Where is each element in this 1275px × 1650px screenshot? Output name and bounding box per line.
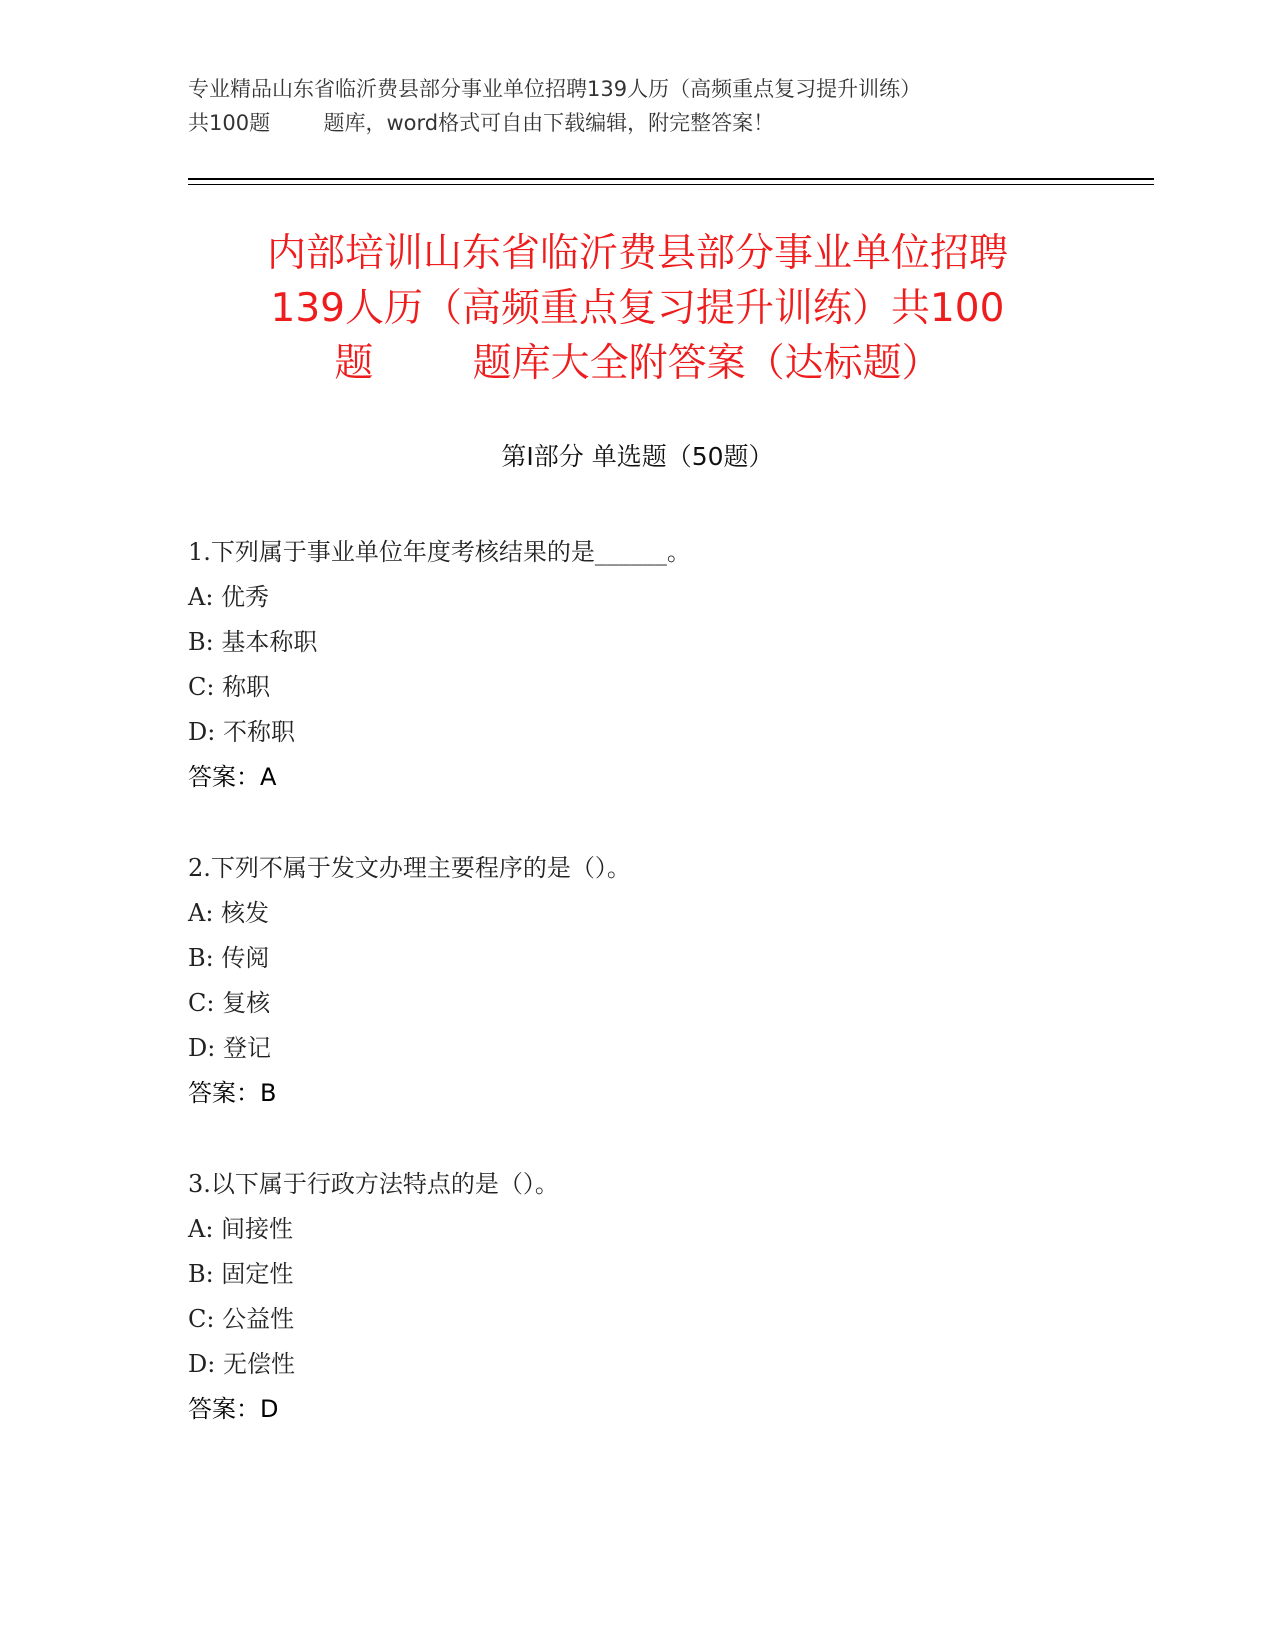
option-b: B: 固定性 [188,1260,294,1288]
question-item [188,530,1148,800]
document-title [160,226,1115,391]
section-title: 第Ⅰ部分 单选题（50题） [501,442,774,471]
title-line: 题 题库大全附答案（达标题） [334,341,941,386]
question-spacer [188,1116,1148,1162]
option-a: A: 核发 [188,899,270,927]
option-d: D: 无偿性 [188,1350,295,1378]
question-spacer [188,800,1148,846]
answer-line: 答案：D [188,1395,279,1423]
question-stem: 1.下列属于事业单位年度考核结果的是______。 [188,538,691,566]
question-list [188,530,1148,1432]
option-b: B: 传阅 [188,944,270,972]
option-a: A: 间接性 [188,1215,294,1243]
option-b: B: 基本称职 [188,628,318,656]
question-item [188,846,1148,1116]
answer-line: 答案：B [188,1079,277,1107]
option-a: A: 优秀 [188,583,270,611]
answer-line: 答案：A [188,763,277,791]
header-line: 专业精品山东省临沂费县部分事业单位招聘139人历（高频重点复习提升训练） [188,77,922,101]
question-item [188,1162,1148,1432]
question-stem: 3.以下属于行政方法特点的是（）。 [188,1170,559,1198]
option-c: C: 公益性 [188,1305,295,1333]
option-d: D: 登记 [188,1034,271,1062]
title-line: 139人历（高频重点复习提升训练）共100 [270,286,1005,331]
option-d: D: 不称职 [188,718,295,746]
header-rule-thick [188,178,1154,180]
header-rule-thin [188,184,1154,185]
header-line: 共100题 题库，word格式可自由下载编辑，附完整答案！ [188,111,775,135]
document-header [188,72,1078,140]
option-c: C: 称职 [188,673,271,701]
title-line: 内部培训山东省临沂费县部分事业单位招聘 [266,231,1008,276]
option-c: C: 复核 [188,989,271,1017]
question-stem: 2.下列不属于发文办理主要程序的是（）。 [188,854,631,882]
